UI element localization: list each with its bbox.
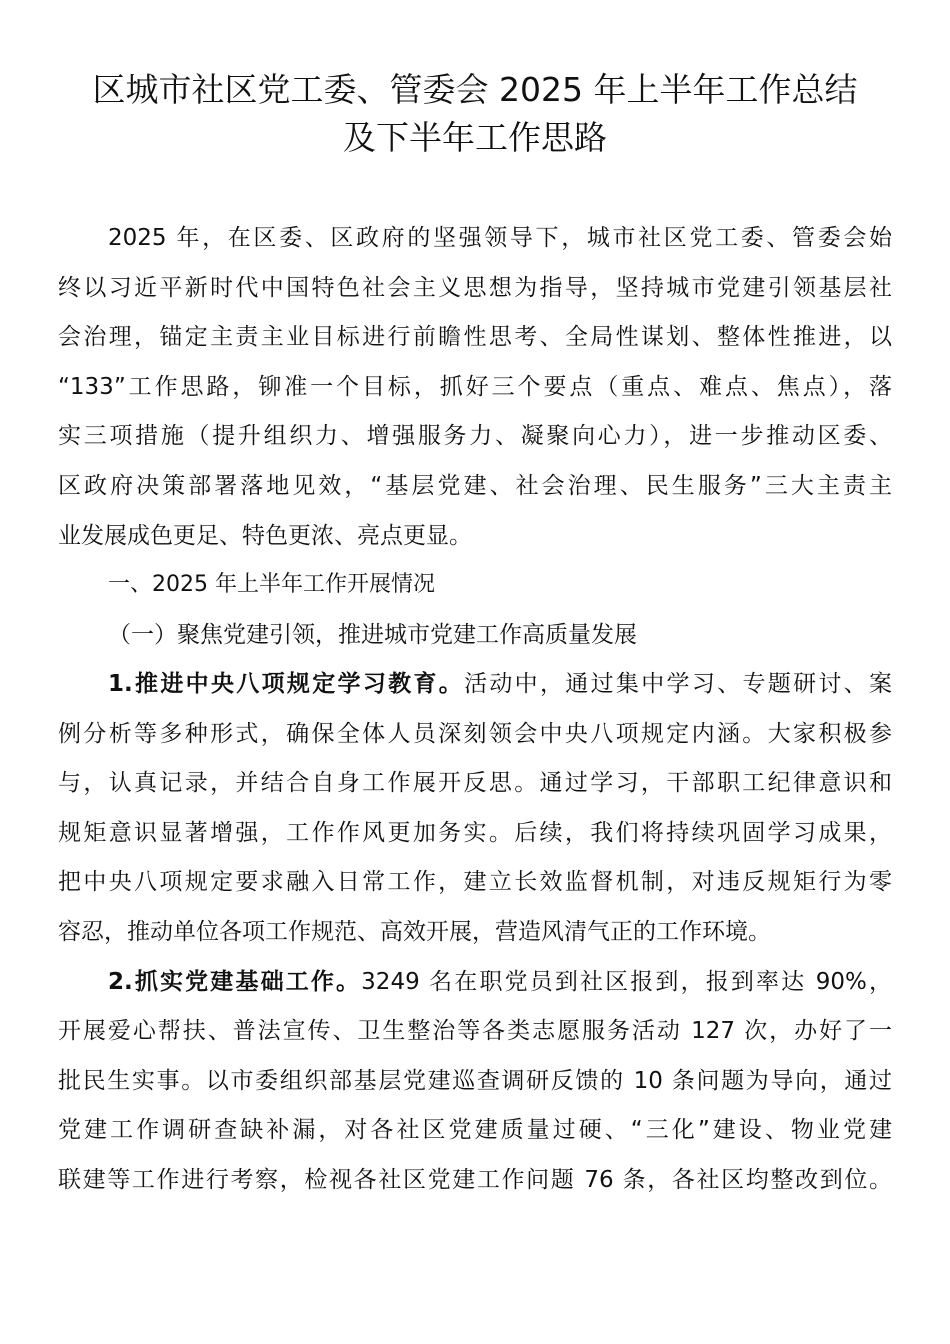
intro-line-5: 实三项措施（提升组织力、增强服务力、凝聚向心力），进一步推动区委、 xyxy=(58,423,892,449)
item2-line-5: 联建等工作进行考察，检视各社区党建工作问题 76 条，各社区均整改到位。 xyxy=(58,1167,892,1193)
intro-line-7: 业发展成色更足、特色更浓、亮点更显。 xyxy=(58,523,472,549)
item1-first-text: 活动中，通过集中学习、专题研讨、案 xyxy=(464,671,892,697)
section-heading: 一、2025 年上半年工作开展情况 xyxy=(108,572,435,597)
item1-heading: 1.推进中央八项规定学习教育。 xyxy=(108,671,465,697)
item1-line-5: 把中央八项规定要求融入日常工作，建立长效监督机制，对违反规矩行为零 xyxy=(58,869,892,895)
item1-line-2: 例分析等多种形式，确保全体人员深刻领会中央八项规定内涵。大家积极参 xyxy=(58,721,892,747)
document-title-line-2: 及下半年工作思路 xyxy=(343,118,607,157)
document-title-line-1: 区城市社区党工委、管委会 2025 年上半年工作总结 xyxy=(92,70,858,109)
intro-line-1: 2025 年，在区委、区政府的坚强领导下，城市社区党工委、管委会始 xyxy=(108,225,892,251)
item2-line-4: 党建工作调研查缺补漏，对各社区党建质量过硬、“三化”建设、物业党建 xyxy=(58,1117,892,1143)
item2-first-line xyxy=(108,966,892,998)
intro-line-2: 终以习近平新时代中国特色社会主义思想为指导，坚持城市党建引领基层社 xyxy=(58,275,892,301)
item1-first-line xyxy=(108,668,892,700)
intro-line-6: 区政府决策部署落地见效，“基层党建、社会治理、民生服务”三大主责主 xyxy=(58,473,892,499)
intro-line-3: 会治理，锚定主责主业目标进行前瞻性思考、全局性谋划、整体性推进，以 xyxy=(58,324,892,350)
intro-line-4: “133”工作思路，铆准一个目标，抓好三个要点（重点、难点、焦点），落 xyxy=(58,374,892,400)
item1-line-3: 与，认真记录，并结合自身工作展开反思。通过学习，干部职工纪律意识和 xyxy=(58,770,892,796)
item1-line-4: 规矩意识显著增强，工作作风更加务实。后续，我们将持续巩固学习成果， xyxy=(58,820,892,846)
item2-first-text: 3249 名在职党员到社区报到，报到率达 90%， xyxy=(361,969,892,995)
subsection-heading: （一）聚焦党建引领，推进城市党建工作高质量发展 xyxy=(108,622,637,648)
item2-line-2: 开展爱心帮扶、普法宣传、卫生整治等各类志愿服务活动 127 次，办好了一 xyxy=(58,1018,892,1044)
item1-line-6: 容忍，推动单位各项工作规范、高效开展，营造风清气正的工作环境。 xyxy=(58,919,771,945)
item2-heading: 2.抓实党建基础工作。 xyxy=(108,969,362,995)
item2-line-3: 批民生实事。以市委组织部基层党建巡查调研反馈的 10 条问题为导向，通过 xyxy=(58,1068,892,1094)
